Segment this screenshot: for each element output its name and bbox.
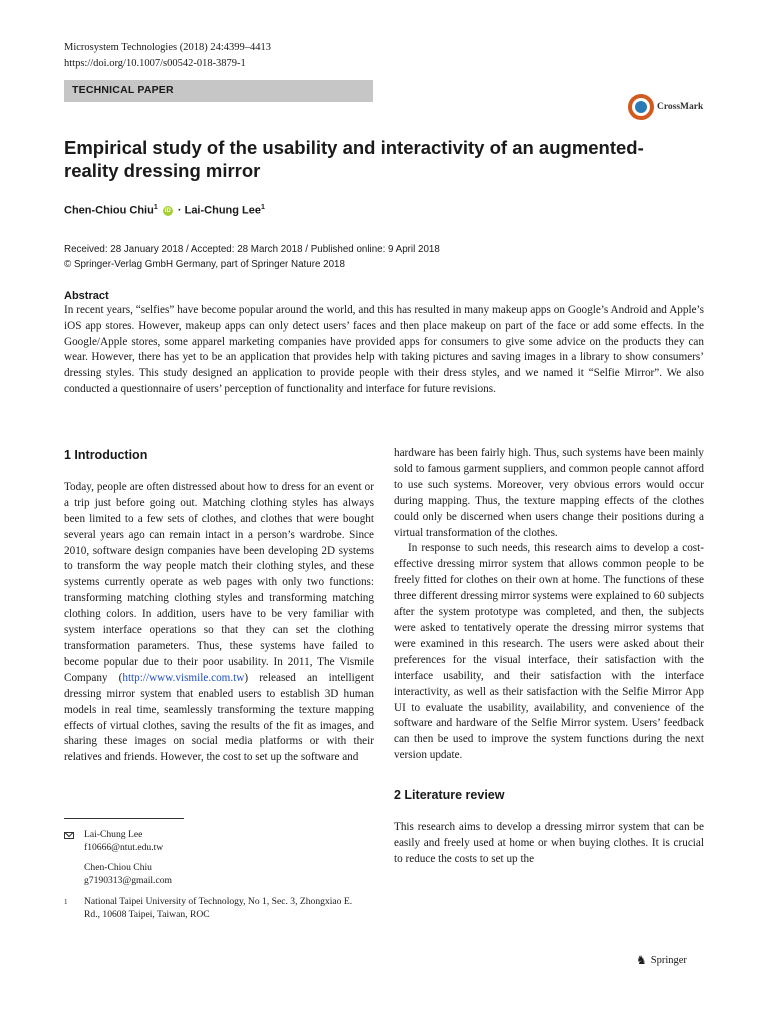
affiliation-marker: 1 <box>153 204 158 211</box>
author-name[interactable]: Lai-Chung Lee <box>184 204 261 217</box>
corresponding-author <box>64 829 364 854</box>
springer-horse-icon: ♞ <box>636 953 647 967</box>
author-name[interactable]: Chen-Chiou Chiu <box>64 204 154 217</box>
contact-email[interactable]: f10666@ntut.edu.tw <box>84 841 164 853</box>
affiliation <box>64 896 364 921</box>
section-heading-introduction: 1 Introduction <box>64 448 148 462</box>
affiliation-text: National Taipei University of Technology, No 1, Sec. 3, Zhongxiao E. Rd., 10608 Taipei, Taiwan, ROC <box>84 896 353 920</box>
section-heading-literature-review: 2 Literature review <box>394 788 505 803</box>
footnote-divider <box>64 818 184 819</box>
copyright-line: © Springer-Verlag GmbH Germany, part of Springer Nature 2018 <box>64 259 345 270</box>
intro-paragraph-continued: hardware has been fairly high. Thus, such systems have been mainly sold to famous garment suppliers, and common people cannot afford to use such systems. Moreover, very obvious errors would occur during mapping. Thus, the texture mapping effects of the clothes could only be discerned when users change their positions during a virtual transformation of the clothes. <box>394 447 704 539</box>
orcid-icon[interactable]: iD <box>164 207 171 214</box>
left-column <box>64 448 374 766</box>
envelope-icon <box>64 832 74 839</box>
crossmark-button[interactable] <box>628 94 703 120</box>
abstract-text: In recent years, “selfies” have become popular around the world, and this has resulted in many makeup apps on Google’s Android and Apple’s iOS app stores. However, makeup apps can only detect users’ faces and then place makeup on part of the face or add some effects. In the Google/Apple stores, some apparel marketing companies have provided apps for consumers to give some advice on the products they can wear. However, there has yet to be an application that provides help with taking pictures and saving images in a library to show consumers’ dressing styles. This study designed an application to provide people with their dress styles, and we named it “Selfie Mirror”. We also conducted a questionnaire of users’ perception of functionality and interface for future revisions. <box>64 304 704 395</box>
literature-review-section <box>394 788 704 868</box>
affiliation-number: 1 <box>64 898 68 906</box>
contact-name: Lai-Chung Lee <box>84 829 143 840</box>
author-list <box>64 204 265 217</box>
vismile-link[interactable]: http://www.vismile.com.tw <box>122 671 245 684</box>
journal-citation: Microsystem Technologies (2018) 24:4399–4413 <box>64 42 272 53</box>
affiliation-marker: 1 <box>260 204 265 211</box>
publication-dates <box>64 242 440 272</box>
contact-name: Chen-Chiou Chiu <box>84 862 152 873</box>
crossmark-icon <box>628 94 654 120</box>
intro-text: Today, people are often distressed about how to dress for an event or a trip just before going out. Matching clothing styles has always been limited to a few sets of clothes, and clothes that were bought several years ago can remain intact in a person’s wardrobe. Since 2010, software design companies have been developing 2D systems to transform the way people match their clothing styles, and these systems currently operate as web pages with only two functions: transforming matching clothing styles and transforming matching clothing colors. In addition, users have to be very familiar with system interface operations so that they can set the clothing transformation parameters. Thus, these systems have failed to become popular due to their poor usability. In 2011, The Vismile Company ( <box>64 480 374 684</box>
intro-text: ) released an intelligent dressing mirror system that enabled users to establish 3D human models in real time, seamlessly transforming the texture mapping effects of virtual clothes, saving the results of the fit as images, and sharing these images on social media platforms or with their relatives and friends. However, the cost to set up the software and <box>64 671 374 764</box>
publisher-logo <box>636 953 687 968</box>
publisher-name: Springer <box>650 955 687 966</box>
intro-paragraph <box>64 480 374 766</box>
article-type-badge: TECHNICAL PAPER <box>64 80 373 102</box>
footnotes <box>64 829 364 921</box>
paper-title: Empirical study of the usability and interactivity of an augmented-reality dressing mirror <box>64 137 644 181</box>
co-author-contact <box>64 862 364 887</box>
contact-email[interactable]: g7190313@gmail.com <box>84 874 172 886</box>
right-column <box>394 446 704 868</box>
abstract-section <box>64 290 704 398</box>
literature-paragraph: This research aims to develop a dressing mirror system that can be easily and freely used at home or when buying clothes. It is crucial to reduce the costs to set up the <box>394 821 704 865</box>
journal-header <box>64 40 271 72</box>
author-separator: · <box>177 204 182 217</box>
history-dates: Received: 28 January 2018 / Accepted: 28 March 2018 / Published online: 9 April 2018 <box>64 244 440 255</box>
crossmark-label: CrossMark <box>657 102 704 112</box>
abstract-heading: Abstract <box>64 290 109 302</box>
doi-link[interactable]: https://doi.org/10.1007/s00542-018-3879-1 <box>64 58 246 69</box>
intro-paragraph: In response to such needs, this research aims to develop a cost-effective dressing mirror system that allows common people to be freely fitted for clothes on their own at home. The functions of these three different dressing mirror systems were explained to 60 subjects after the system prototype was completed, and then, the subjects were asked to tentatively operate the dressing mirror systems that were examined in this research. The users were asked about their preferences for the visual interface, their satisfaction with the interface usability, and their satisfaction with the interface interactivity, as well as their satisfaction with the Selfie Mirror App UI to evaluate the usability, availability, and convenience of the software and hardware of the Selfie Mirror system. Users’ feedback can then be used to improve the system functions during the next version update. <box>394 542 704 762</box>
